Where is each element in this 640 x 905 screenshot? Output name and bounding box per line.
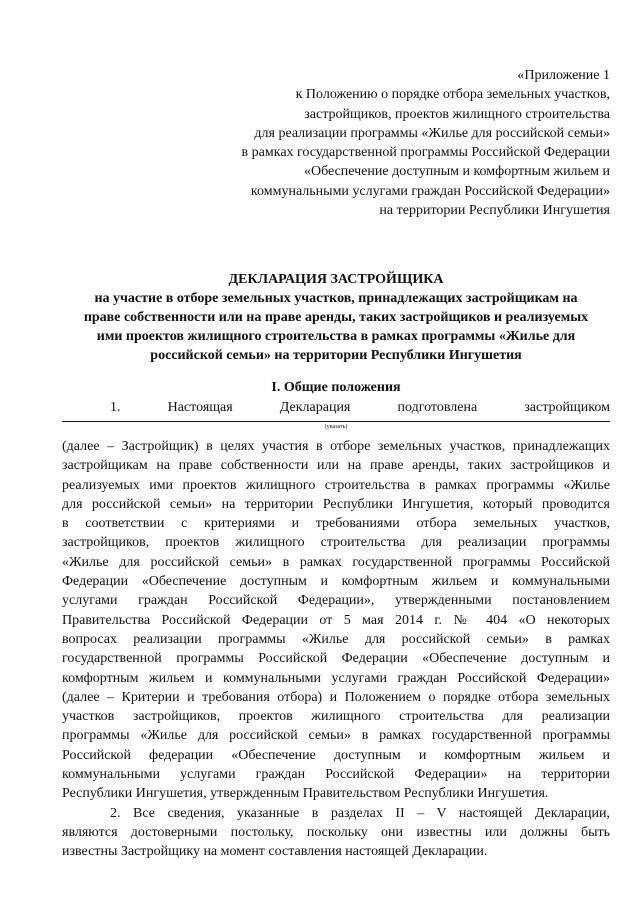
title-line: ими проектов жилищного строительства в рамках программы «Жилье для (96, 329, 576, 344)
appendix-header (242, 66, 610, 220)
appendix-line: на территории Республики Ингушетия (379, 203, 610, 219)
paragraph-line: в соответствии с критериями и требованиями отбора земельных участков, (62, 516, 610, 532)
paragraph-line: государственной программы Российской Федерации «Обеспечение доступным и (62, 651, 610, 667)
paragraph-line: (далее – Критерии и требования отбора) и Положением о порядке отбора земельных (62, 689, 610, 705)
paragraph-line: являются достоверными постольку, поскольку они известны или должны быть (62, 824, 610, 840)
first-line-word: Настоящая (167, 400, 233, 415)
paragraph-line: вопросах реализации программы «Жилье для российской семьи» в рамках (62, 631, 610, 647)
paragraph-line: реализуемых ими проектов жилищного строительства в рамках программы «Жилье (62, 477, 610, 493)
document-page (62, 0, 610, 905)
fill-in-line (62, 421, 610, 422)
first-line-word: застройщиком (524, 400, 610, 415)
paragraph-line: (далее – Застройщик) в целях участия в отборе земельных участков, принадлежащих (62, 439, 610, 454)
paragraph-line: Правительства Российской Федерации от 5 мая 2014 г. № 404 «О некоторых (62, 612, 610, 628)
fill-in-hint: (указать) (324, 424, 348, 430)
paragraph-line: застройщикам на праве собственности или на праве аренды, таких застройщиков и (62, 458, 610, 474)
appendix-line: застройщиков, проектов жилищного строительства (304, 106, 610, 122)
paragraph-line: программы «Жилье для российской семьи» в рамках государственной программы (62, 728, 610, 744)
appendix-line: в рамках государственной программы Российской Федерации (241, 145, 610, 161)
appendix-line: к Положению о порядке отбора земельных участков, (295, 87, 610, 103)
declaration-body (62, 437, 610, 862)
paragraph-line: «Жилье для российской семьи» в рамках государственной программы Российской (62, 554, 610, 570)
paragraph-line: услугами граждан Российской Федерации», утвержденными постановлением (62, 593, 610, 609)
appendix-line: «Обеспечение доступным и комфортным жильем и (303, 164, 610, 180)
section-heading: I. Общие положения (271, 380, 401, 395)
paragraph-line: комфортным жильем и коммунальными услугами граждан Российской Федерации» (62, 670, 610, 686)
paragraph-line: застройщиков, проектов жилищного строительства для реализации программы (62, 535, 610, 551)
paragraph-line: Республики Ингушетия, утвержденным Правительством Республики Ингушетия. (62, 786, 549, 802)
appendix-line: «Приложение 1 (517, 68, 610, 83)
declaration-first-line (110, 398, 610, 417)
title-line: праве собственности или на праве аренды, таких застройщиков и реализуемых (83, 310, 589, 325)
paragraph-line: Российской федерации «Обеспечение доступным и комфортным жильем и (62, 747, 610, 763)
paragraph-line: 2. Все сведения, указанные в разделах II – V настоящей Декларации, (110, 805, 610, 821)
appendix-line: коммунальными услугами граждан Российской Федерации» (250, 183, 610, 199)
appendix-line: для реализации программы «Жилье для российской семьи» (254, 125, 610, 141)
paragraph-line: коммунальными услугами граждан Российской Федерации» на территории (62, 767, 610, 783)
title-line: ДЕКЛАРАЦИЯ ЗАСТРОЙЩИКА (228, 272, 444, 287)
document-title (62, 270, 610, 365)
paragraph-line: известны Застройщику на момент составления настоящей Декларации. (62, 844, 488, 860)
first-line-word: Декларация (279, 400, 351, 415)
first-line-word: 1. (110, 400, 121, 415)
first-line-word: подготовлена (397, 400, 478, 415)
title-line: на участие в отборе земельных участков, принадлежащих застройщикам на (94, 291, 578, 306)
paragraph-line: Федерации «Обеспечение доступным и комфортным жильем и коммунальными (62, 574, 610, 590)
paragraph-line: участков застройщиков, проектов жилищного строительства для реализации (62, 709, 610, 725)
paragraph-line: для российской семьи» на территории Республики Ингушетия, который проводится (62, 496, 610, 512)
title-line: российской семьи» на территории Республики Ингушетия (150, 348, 522, 363)
